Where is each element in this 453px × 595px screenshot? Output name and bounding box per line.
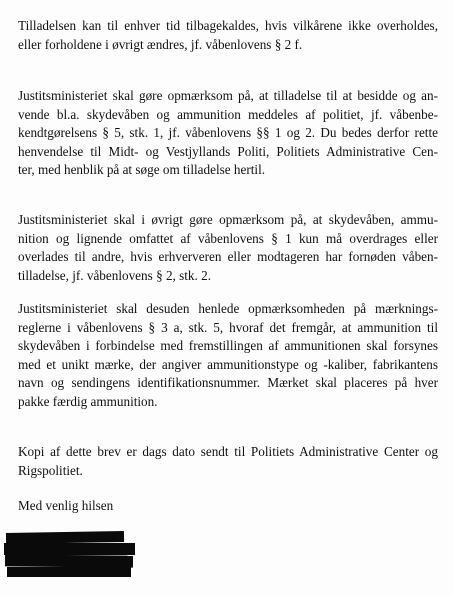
- redacted-signature: [4, 527, 139, 581]
- text-line: ter, med henblik på at søge om tilladelse hertil.: [18, 162, 266, 178]
- text-line: Med venlig hilsen: [18, 498, 114, 513]
- text-line: med et unikt mærke, der angiver ammunitionstype og -kaliber, fabrikantens: [18, 356, 438, 372]
- closing-salutation: [18, 497, 438, 516]
- text-line: kendtgørelsens § 5, stk. 1, jf. våbenlovens §§ 1 og 2. Du bedes derfor rette: [18, 125, 438, 141]
- text-line: Kopi af dette brev er dags dato sendt til Politiets Administrative Center og: [18, 444, 438, 459]
- text-line: pakke færdig ammunition.: [18, 393, 158, 409]
- paragraph-transfer-rules: [18, 211, 438, 285]
- text-line: eller forholdene i øvrigt ændres, jf. våbenlovens § 2 f.: [18, 36, 303, 52]
- paragraph-revocation: [18, 17, 438, 54]
- paragraph-copy-notice: [18, 443, 438, 480]
- text-line: reglerne i våbenlovens § 3 a, stk. 5, hvoraf det fremgår, at ammunition til: [18, 319, 438, 335]
- text-line: navn og sendingens identifikationsnummer. Mærket skal placeres på hver: [18, 375, 438, 391]
- text-line: Tilladelsen kan til enhver tid tilbagekaldes, hvis vilkårene ikke overholdes,: [18, 18, 438, 33]
- text-line: Justitsministeriet skal gøre opmærksom på, at tilladelse til at besidde og an-: [18, 88, 438, 103]
- redaction-bar: [4, 543, 135, 555]
- text-line: overlades til andre, hvis erhververen eller modtageren har fornøden våben-: [18, 249, 438, 265]
- redaction-bar: [7, 567, 131, 577]
- text-line: nition og lignende omfattet af våbenlovens § 1 kun må overdrages eller: [18, 230, 438, 246]
- text-line: henvendelse til Midt- og Vestjyllands Politi, Politiets Administrative Cen-: [18, 143, 438, 159]
- text-line: Justitsministeriet skal i øvrigt gøre opmærksom på, at skydevåben, ammu-: [18, 212, 438, 227]
- text-line: skydevåben i forbindelse med fremstillingen af ammunitionen skal forsynes: [18, 338, 438, 354]
- paragraph-police-permit: [18, 87, 438, 180]
- text-line: Justitsministeriet skal desuden henlede opmærksomheden på mærknings-: [18, 301, 438, 316]
- text-line: Rigspolitiet.: [18, 462, 83, 478]
- redaction-bar: [5, 554, 133, 567]
- paragraph-marking-rules: [18, 300, 438, 412]
- text-line: tilladelse, jf. våbenlovens § 2, stk. 2.: [18, 267, 212, 283]
- text-line: vende bl.a. skydevåben og ammunition meddeles af politiet, jf. våbenbe-: [18, 106, 438, 122]
